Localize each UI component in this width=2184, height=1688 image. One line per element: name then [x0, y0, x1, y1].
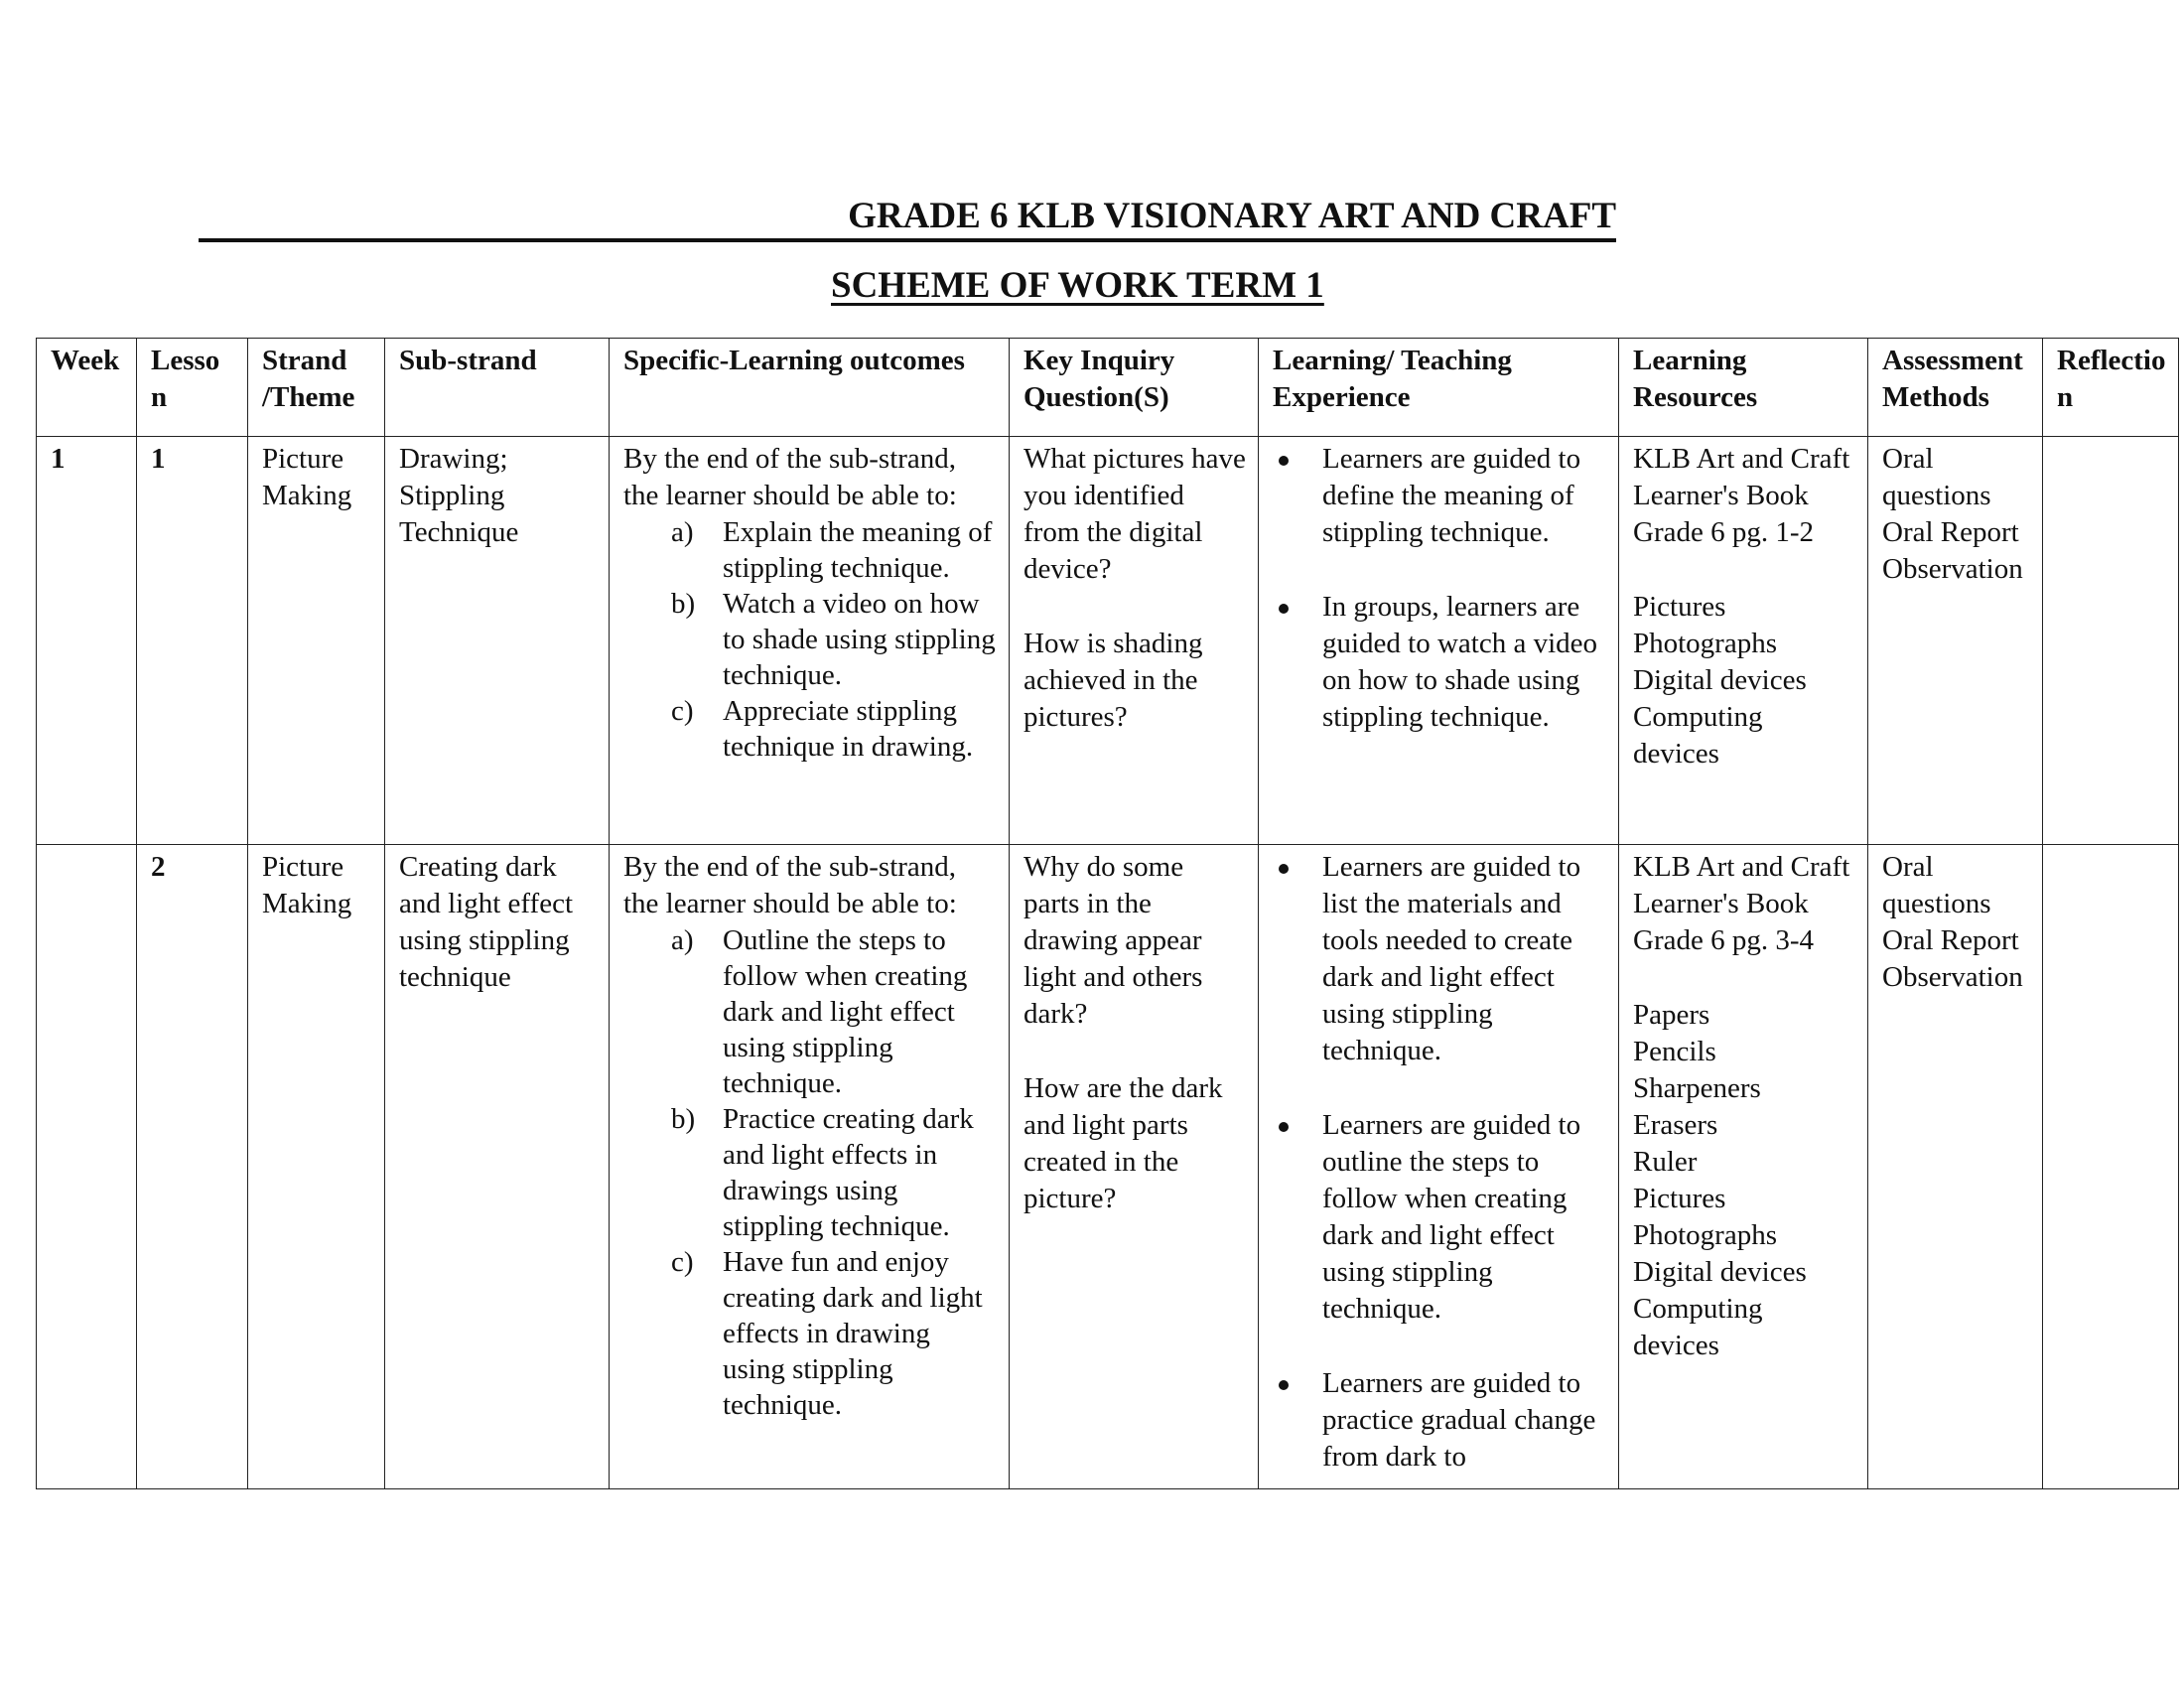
inquiry-question: How is shading achieved in the pictures?: [1024, 628, 1203, 733]
outcome-text: Explain the meaning of stippling technique.: [723, 516, 993, 584]
experience-list: [1273, 441, 1606, 736]
list-item: [1322, 1365, 1606, 1476]
outcome-text: Have fun and enjoy creating dark and light effects in drawing using stippling technique.: [723, 1246, 983, 1421]
resource-item: Erasers: [1633, 1109, 1718, 1141]
resource-item: Pencils: [1633, 1036, 1716, 1067]
header-resources: Learning Resources: [1619, 339, 1868, 437]
outcomes-intro: By the end of the sub-strand, the learner should be able to:: [623, 443, 957, 511]
outcomes-list: [623, 514, 997, 765]
cell-sub-strand: Drawing; Stippling Technique: [385, 437, 610, 845]
header-reflection: Reflection: [2043, 339, 2179, 437]
resource-item: Pictures: [1633, 1183, 1726, 1214]
outcome-text: Practice creating dark and light effects in drawings using stippling technique.: [723, 1103, 974, 1242]
outcomes-list: [623, 922, 997, 1423]
experience-text: Learners are guided to practice gradual change from dark to: [1322, 1367, 1596, 1473]
header-lesson: Lesson: [137, 339, 248, 437]
header-outcomes: Specific-Learning outcomes: [610, 339, 1010, 437]
list-item: [671, 514, 997, 586]
cell-sub-strand: Creating dark and light effect using stippling technique: [385, 845, 610, 1489]
cell-experience: [1259, 437, 1619, 845]
bullet-icon: [1279, 604, 1289, 614]
table-row: [37, 437, 2179, 845]
list-item: [1322, 441, 1606, 551]
cell-inquiry: [1010, 437, 1259, 845]
header-week: Week: [37, 339, 137, 437]
bullet-icon: [1279, 1380, 1289, 1390]
cell-experience: [1259, 845, 1619, 1489]
bullet-icon: [1279, 864, 1289, 874]
list-marker: b): [671, 1103, 696, 1135]
header-experience: Learning/ Teaching Experience: [1259, 339, 1619, 437]
assessment-item: Oral Report: [1882, 924, 2019, 956]
list-item: [671, 693, 997, 765]
header-row: [37, 339, 2179, 437]
inquiry-question: Why do some parts in the drawing appear light and others dark?: [1024, 851, 1203, 1030]
experience-text: Learners are guided to define the meaning of stippling technique.: [1322, 443, 1581, 548]
list-marker: a): [671, 516, 694, 548]
experience-text: Learners are guided to outline the steps to follow when creating dark and light effect using stippling technique.: [1322, 1109, 1581, 1325]
scheme-of-work-table: [36, 338, 2179, 1489]
cell-resources: [1619, 845, 1868, 1489]
list-item: [1322, 589, 1606, 736]
cell-inquiry: [1010, 845, 1259, 1489]
resources-text: KLB Art and Craft Learner's Book Grade 6 pg. 1-2: [1633, 443, 1850, 548]
list-marker: a): [671, 924, 694, 956]
list-item: [671, 922, 997, 1101]
bullet-icon: [1279, 456, 1289, 466]
assessment-item: Observation: [1882, 961, 2023, 993]
outcome-text: Outline the steps to follow when creating dark and light effect using stippling technique.: [723, 924, 968, 1099]
list-item: [671, 1244, 997, 1423]
header-assessment: Assessment Methods: [1868, 339, 2043, 437]
header-sub-strand: Sub-strand: [385, 339, 610, 437]
assessment-item: Oral Report: [1882, 516, 2019, 548]
list-marker: b): [671, 588, 696, 620]
list-marker: c): [671, 1246, 694, 1278]
resource-item: Computing devices: [1633, 1293, 1763, 1361]
outcomes-intro: By the end of the sub-strand, the learner should be able to:: [623, 851, 957, 919]
list-marker: c): [671, 695, 694, 727]
resource-item: Photographs: [1633, 628, 1777, 659]
cell-strand: Picture Making: [248, 845, 385, 1489]
cell-outcomes: [610, 437, 1010, 845]
experience-text: Learners are guided to list the materials and tools needed to create dark and light effect using stippling technique.: [1322, 851, 1581, 1066]
header-inquiry: Key Inquiry Question(S): [1010, 339, 1259, 437]
resource-item: Digital devices: [1633, 664, 1807, 696]
experience-list: [1273, 849, 1606, 1476]
outcome-text: Appreciate stippling technique in drawing.: [723, 695, 974, 763]
assessment-item: Oral questions: [1882, 443, 1991, 511]
title-underline: [199, 238, 1616, 242]
cell-strand: Picture Making: [248, 437, 385, 845]
document-subtitle: SCHEME OF WORK TERM 1: [831, 265, 1324, 306]
resource-item: Digital devices: [1633, 1256, 1807, 1288]
cell-week: 1: [37, 437, 137, 845]
assessment-item: Observation: [1882, 553, 2023, 585]
resource-item: Pictures: [1633, 591, 1726, 623]
bullet-icon: [1279, 1122, 1289, 1132]
outcome-text: Watch a video on how to shade using stippling technique.: [723, 588, 996, 691]
cell-lesson: 2: [137, 845, 248, 1489]
experience-text: In groups, learners are guided to watch a video on how to shade using stippling technique.: [1322, 591, 1598, 733]
inquiry-question: How are the dark and light parts created in the picture?: [1024, 1072, 1223, 1214]
cell-week: [37, 845, 137, 1489]
resource-item: Ruler: [1633, 1146, 1698, 1178]
list-item: [1322, 1107, 1606, 1328]
cell-assessment: [1868, 437, 2043, 845]
document-title: GRADE 6 KLB VISIONARY ART AND CRAFT: [848, 196, 1616, 236]
cell-reflection: [2043, 845, 2179, 1489]
resource-item: Papers: [1633, 999, 1710, 1031]
list-item: [671, 1101, 997, 1244]
resource-item: Photographs: [1633, 1219, 1777, 1251]
cell-lesson: 1: [137, 437, 248, 845]
resources-text: KLB Art and Craft Learner's Book Grade 6 pg. 3-4: [1633, 851, 1850, 956]
cell-assessment: [1868, 845, 2043, 1489]
cell-reflection: [2043, 437, 2179, 845]
cell-outcomes: [610, 845, 1010, 1489]
table-row: [37, 845, 2179, 1489]
list-item: [1322, 849, 1606, 1069]
header-strand: Strand /Theme: [248, 339, 385, 437]
resource-item: Sharpeners: [1633, 1072, 1761, 1104]
list-item: [671, 586, 997, 693]
assessment-item: Oral questions: [1882, 851, 1991, 919]
resource-item: Computing devices: [1633, 701, 1763, 770]
inquiry-question: What pictures have you identified from the digital device?: [1024, 443, 1246, 585]
cell-resources: [1619, 437, 1868, 845]
